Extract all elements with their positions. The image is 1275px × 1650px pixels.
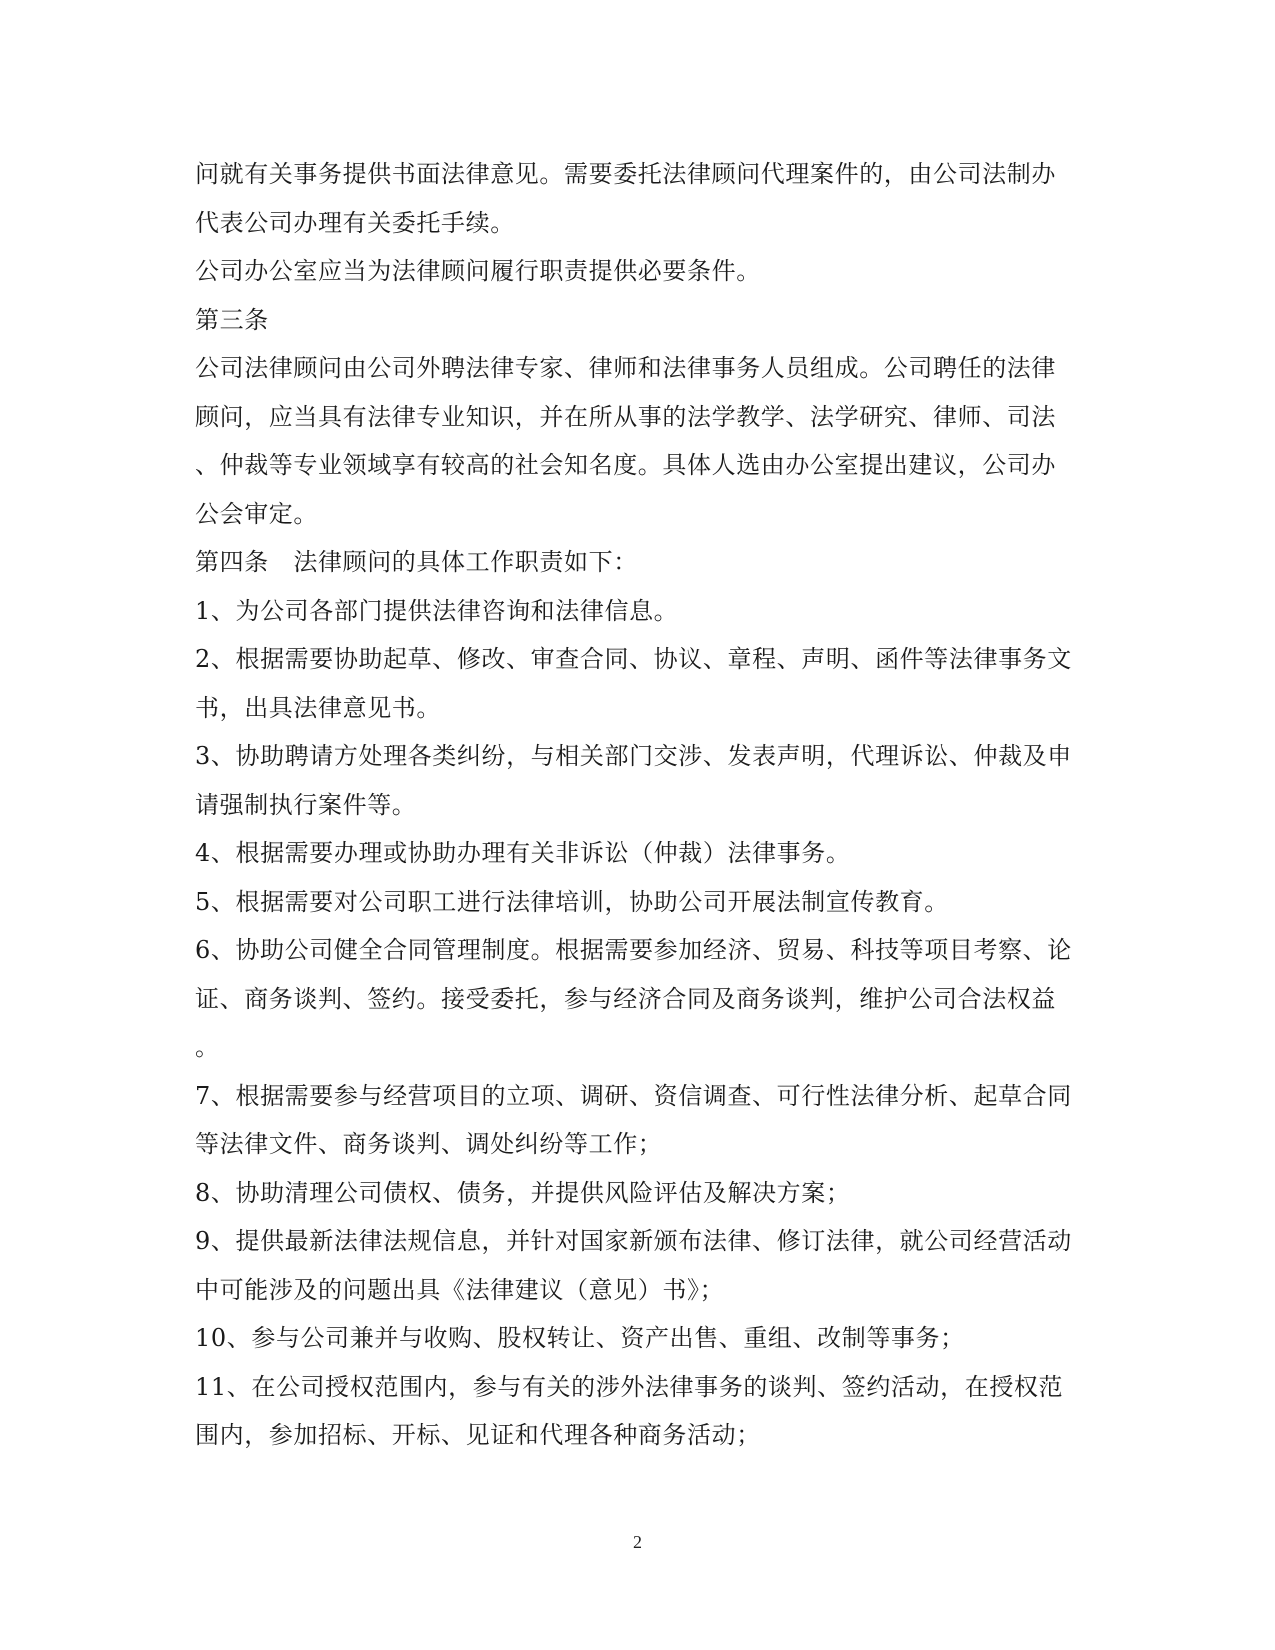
- list-item: 10、参与公司兼并与收购、股权转让、资产出售、重组、改制等事务；: [195, 1324, 965, 1352]
- text-line: 、仲裁等专业领域享有较高的社会知名度。具体人选由办公室提出建议，公司办: [195, 451, 1056, 479]
- text-line: 公会审定。: [195, 499, 318, 528]
- list-item: 1、为公司各部门提供法律咨询和法律信息。: [195, 596, 679, 625]
- list-item: 7、根据需要参与经营项目的立项、调研、资信调查、可行性法律分析、起草合同: [195, 1081, 1072, 1110]
- text-line: 代表公司办理有关委托手续。: [195, 208, 515, 237]
- list-item-continued: 证、商务谈判、签约。接受委托，参与经济合同及商务谈判，维护公司合法权益: [195, 984, 1056, 1013]
- list-item: 4、根据需要办理或协助办理有关非诉讼（仲裁）法律事务。: [195, 839, 851, 867]
- list-item-continued: 中可能涉及的问题出具《法律建议（意见）书》；: [195, 1275, 725, 1304]
- list-item-continued: 围内，参加招标、开标、见证和代理各种商务活动；: [195, 1421, 761, 1449]
- list-item: 3、协助聘请方处理各类纠纷，与相关部门交涉、发表声明，代理诉讼、仲裁及申: [195, 742, 1072, 770]
- document-body: [195, 150, 1085, 1460]
- list-item: 2、根据需要协助起草、修改、审查合同、协议、章程、声明、函件等法律事务文: [195, 645, 1072, 673]
- page-number: 2: [633, 1532, 642, 1552]
- section-heading: 第三条: [195, 305, 269, 334]
- list-item-continued: 等法律文件、商务谈判、调处纠纷等工作；: [195, 1130, 663, 1158]
- text-line: 问就有关事务提供书面法律意见。需要委托法律顾问代理案件的，由公司法制办: [195, 160, 1056, 188]
- list-item: 9、提供最新法律法规信息，并针对国家新颁布法律、修订法律，就公司经营活动: [195, 1227, 1072, 1255]
- section-heading: 第四条 法律顾问的具体工作职责如下：: [195, 548, 638, 576]
- list-item-continued: 请强制执行案件等。: [195, 790, 417, 819]
- list-item: 11、在公司授权范围内，参与有关的涉外法律事务的谈判、签约活动，在授权范: [195, 1372, 1064, 1401]
- text-line: 公司办公室应当为法律顾问履行职责提供必要条件。: [195, 257, 761, 285]
- text-line: 顾问，应当具有法律专业知识，并在所从事的法学教学、法学研究、律师、司法: [195, 402, 1056, 431]
- list-item: 5、根据需要对公司职工进行法律培训，协助公司开展法制宣传教育。: [195, 887, 949, 916]
- list-item-continued: 书，出具法律意见书。: [195, 693, 441, 722]
- list-item: 8、协助清理公司债权、债务，并提供风险评估及解决方案；: [195, 1178, 851, 1207]
- text-line: 公司法律顾问由公司外聘法律专家、律师和法律事务人员组成。公司聘任的法律: [195, 354, 1056, 382]
- list-item: 6、协助公司健全合同管理制度。根据需要参加经济、贸易、科技等项目考察、论: [195, 936, 1072, 964]
- list-item-continued: 。: [195, 1033, 220, 1061]
